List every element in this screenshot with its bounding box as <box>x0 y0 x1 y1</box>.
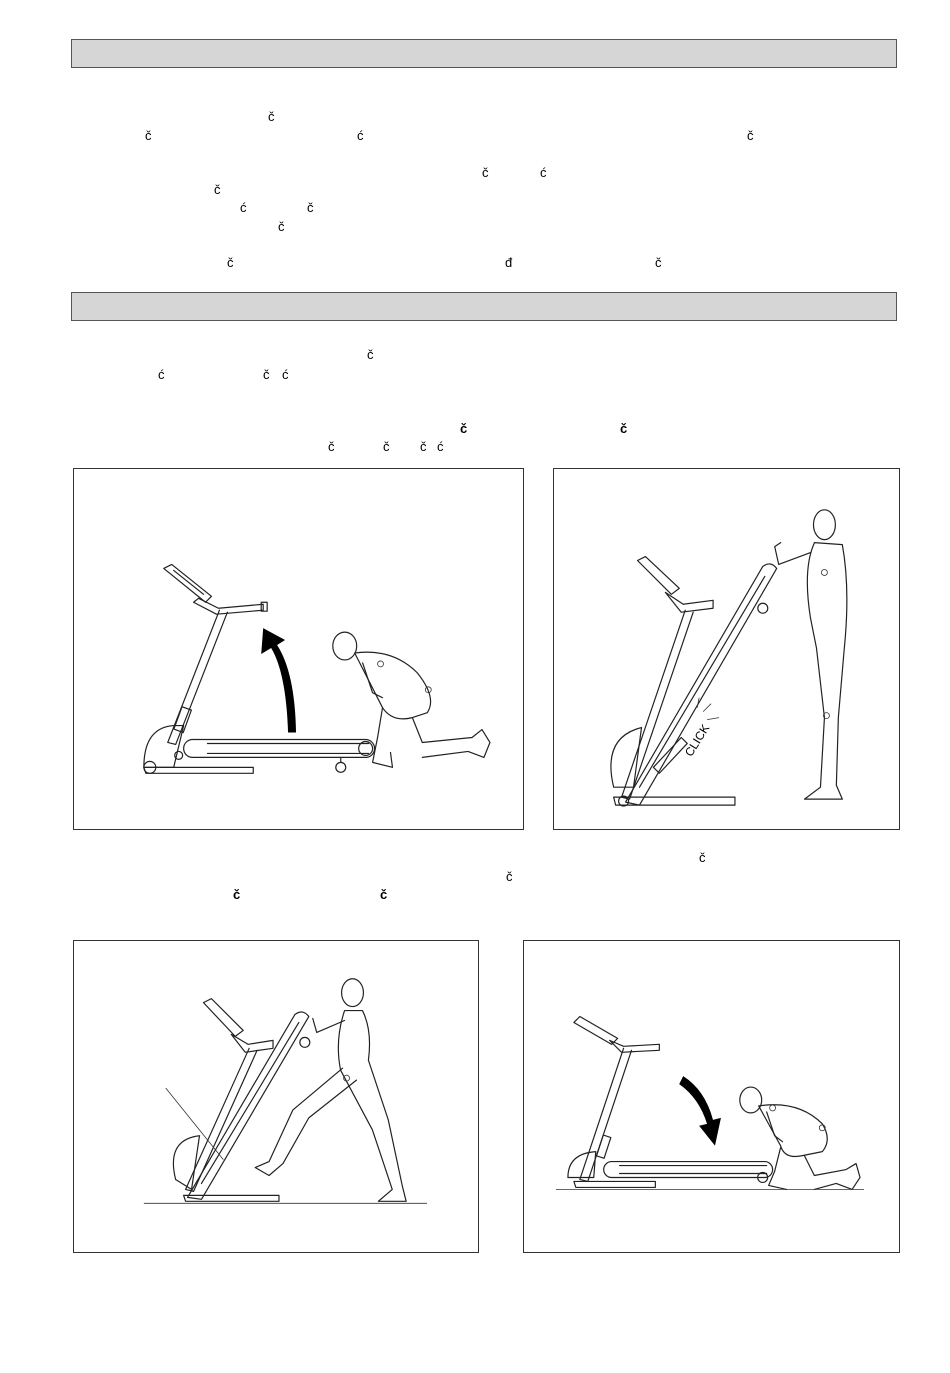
lower-arrow-icon <box>679 1076 721 1146</box>
step-1-char: č <box>460 421 468 436</box>
handlebar-icon <box>194 598 264 614</box>
section-header-bar-2 <box>71 292 897 321</box>
step-1-char: č <box>620 421 628 436</box>
upright-post-icon <box>186 1048 258 1191</box>
section-1-char: č <box>482 165 489 180</box>
step-1-char: č <box>328 439 335 454</box>
click-label: CLICK <box>681 721 713 759</box>
section-1-char: ć <box>240 200 247 215</box>
section-1-char: č <box>227 255 234 270</box>
lift-arrow-icon <box>261 628 296 732</box>
figure-lift-deck <box>73 468 524 830</box>
step-2-char: č <box>380 887 388 902</box>
deck-icon <box>604 1162 773 1178</box>
section-1-char: č <box>268 109 275 124</box>
figure-deck-locked <box>553 468 900 830</box>
person-icon <box>342 979 364 1007</box>
section-2-char: ć <box>158 367 165 382</box>
figure-lower-deck-illustration <box>524 941 899 1252</box>
handlebar-icon <box>610 1040 660 1052</box>
person-icon <box>813 510 835 540</box>
step-2-char: č <box>699 850 706 865</box>
console-icon <box>164 564 212 602</box>
step-1-char: č <box>383 439 390 454</box>
figure-deck-locked-illustration <box>554 469 899 829</box>
step-2-char: č <box>506 869 513 884</box>
section-header-bar-1 <box>71 39 897 68</box>
section-1-char: č <box>214 182 221 197</box>
section-2-char: č <box>263 367 270 382</box>
figure-release-lock-illustration <box>74 941 478 1252</box>
section-1-char: č <box>307 200 314 215</box>
section-1-char: đ <box>505 255 513 270</box>
console-icon <box>574 1017 618 1045</box>
figure-release-lock <box>73 940 479 1253</box>
step-1-char: č <box>420 439 427 454</box>
step-1-char: ć <box>437 439 444 454</box>
person-icon <box>740 1087 762 1113</box>
section-2-char: č <box>367 347 374 362</box>
person-icon <box>333 632 357 660</box>
section-1-char: č <box>655 255 662 270</box>
step-2-char: č <box>233 887 241 902</box>
upright-post-icon <box>168 610 228 744</box>
deck-icon <box>184 739 375 757</box>
handlebar-icon <box>665 592 713 612</box>
section-1-char: č <box>145 128 152 143</box>
section-2-char: ć <box>282 367 289 382</box>
figure-lower-deck <box>523 940 900 1253</box>
section-1-char: ć <box>540 165 547 180</box>
console-icon <box>638 557 680 595</box>
handlebar-icon <box>231 1034 273 1052</box>
section-1-char: č <box>747 128 754 143</box>
section-1-char: č <box>278 219 285 234</box>
wheel-icon <box>336 762 346 772</box>
section-1-char: ć <box>357 128 364 143</box>
base-frame-icon <box>144 767 253 773</box>
motor-cover-icon <box>173 1136 199 1190</box>
console-icon <box>203 999 243 1037</box>
base-frame-icon <box>574 1181 655 1187</box>
figure-lift-deck-illustration <box>74 469 523 829</box>
